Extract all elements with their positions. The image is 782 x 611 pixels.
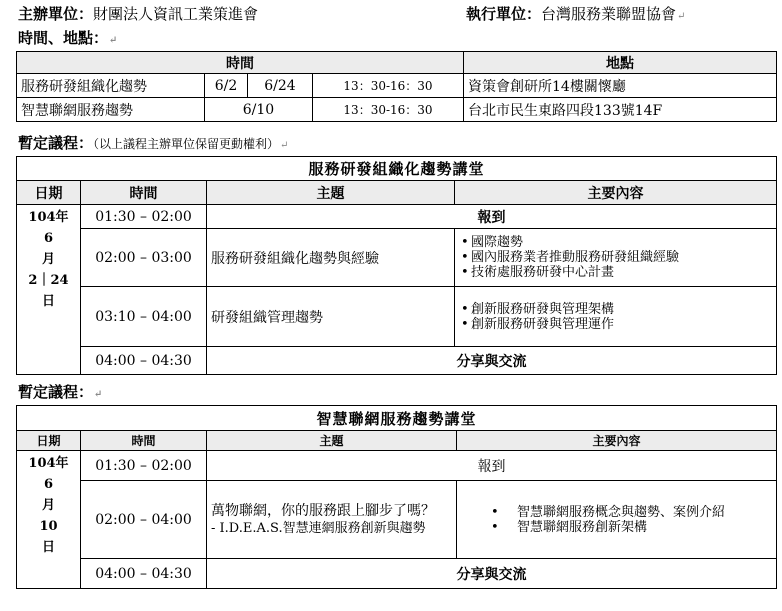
agenda-merged: 分享與交流 xyxy=(207,559,777,589)
agenda-time: 04:00 – 04:30 xyxy=(81,559,207,589)
schedule-table xyxy=(16,51,777,122)
table-row xyxy=(17,205,777,229)
agenda2-date: 104年 6 月 10 日 xyxy=(17,451,81,589)
agenda2-label: 暫定議程：↵ xyxy=(18,383,103,401)
agenda2-table xyxy=(16,405,777,589)
return-mark-icon: ↵ xyxy=(677,11,686,22)
list-item: • 技術處服務研發中心計畫 xyxy=(471,265,772,280)
table-row xyxy=(17,74,777,98)
schedule-place: 資策會創研所14樓關懷廳 xyxy=(464,74,777,98)
agenda-merged: 報到 xyxy=(207,205,777,229)
agenda2-col-topic: 主題 xyxy=(207,431,457,451)
agenda1-col-date: 日期 xyxy=(17,181,81,205)
agenda2-col-date: 日期 xyxy=(17,431,81,451)
list-item: • 智慧聯網服務概念與趨勢、案例介紹 xyxy=(517,505,772,520)
agenda-time: 01:30 – 02:00 xyxy=(81,205,207,229)
agenda1-date: 104年 6 月 2｜24 日 xyxy=(17,205,81,375)
agenda2-title: 智慧聯網服務趨勢講堂 xyxy=(17,406,777,431)
agenda2-col-time: 時間 xyxy=(81,431,207,451)
time-place-label: 時間、地點：↵ xyxy=(18,29,118,47)
list-item: • 國內服務業者推動服務研發組織經驗 xyxy=(471,250,772,265)
executor-line xyxy=(466,3,685,24)
agenda1-label-line xyxy=(18,132,288,153)
agenda1-note: （以上議程主辦單位保留更動權利） xyxy=(93,137,280,151)
list-item: • 智慧聯網服務創新架構 xyxy=(517,520,772,535)
schedule-hours: 13：30-16：30 xyxy=(313,98,464,122)
agenda-content xyxy=(455,229,777,287)
table-row xyxy=(17,347,777,375)
table-row xyxy=(17,481,777,559)
agenda-time: 02:00 – 03:00 xyxy=(81,229,207,287)
schedule-hours: 13：30-16：30 xyxy=(313,74,464,98)
agenda-time: 01:30 – 02:00 xyxy=(81,451,207,481)
schedule-date: 6/2 xyxy=(205,74,248,98)
agenda1-title: 服務研發組織化趨勢講堂 xyxy=(17,157,777,181)
organizer-line xyxy=(18,3,258,24)
executor-name: 台灣服務業聯盟協會 xyxy=(541,5,677,23)
agenda-time: 02:00 – 04:00 xyxy=(81,481,207,559)
agenda1-label: 暫定議程： xyxy=(18,134,94,152)
agenda1-table xyxy=(16,156,777,375)
agenda1-col-content: 主要內容 xyxy=(455,181,777,205)
agenda-time: 03:10 – 04:00 xyxy=(81,287,207,347)
organizer-label: 主辦單位： xyxy=(18,5,94,23)
table-row xyxy=(17,229,777,287)
agenda-topic: 萬物聯網，你的服務跟上腳步了嗎？ - I.D.E.A.S.智慧連網服務創新與趨勢 xyxy=(207,481,457,559)
agenda-content xyxy=(457,481,777,559)
schedule-date: 6/24 xyxy=(248,74,313,98)
agenda-merged: 報到 xyxy=(207,451,777,481)
executor-label: 執行單位： xyxy=(466,5,542,23)
table-row xyxy=(17,287,777,347)
agenda-topic: 服務研發組織化趨勢與經驗 xyxy=(207,229,455,287)
schedule-date: 6/10 xyxy=(205,98,313,122)
return-mark-icon: ↵ xyxy=(94,389,103,400)
schedule-topic: 服務研發組織化趨勢 xyxy=(17,74,205,98)
agenda2-col-content: 主要內容 xyxy=(457,431,777,451)
agenda1-col-time: 時間 xyxy=(81,181,207,205)
list-item: • 創新服務研發與管理運作 xyxy=(471,317,772,332)
agenda-time: 04:00 – 04:30 xyxy=(81,347,207,375)
schedule-col-time: 時間 xyxy=(17,52,464,74)
list-item: • 創新服務研發與管理架構 xyxy=(471,302,772,317)
agenda-topic: 研發組織管理趨勢 xyxy=(207,287,455,347)
schedule-col-place: 地點 xyxy=(464,52,777,74)
table-row xyxy=(17,98,777,122)
return-mark-icon: ↵ xyxy=(109,35,118,46)
list-item: • 國際趨勢 xyxy=(471,235,772,250)
schedule-topic: 智慧聯網服務趨勢 xyxy=(17,98,205,122)
table-row xyxy=(17,451,777,481)
schedule-place: 台北市民生東路四段133號14F xyxy=(464,98,777,122)
organizer-name: 財團法人資訊工業策進會 xyxy=(93,5,259,23)
agenda-merged: 分享與交流 xyxy=(207,347,777,375)
table-row xyxy=(17,559,777,589)
return-mark-icon: ↵ xyxy=(280,140,289,151)
agenda1-col-topic: 主題 xyxy=(207,181,455,205)
agenda-content xyxy=(455,287,777,347)
